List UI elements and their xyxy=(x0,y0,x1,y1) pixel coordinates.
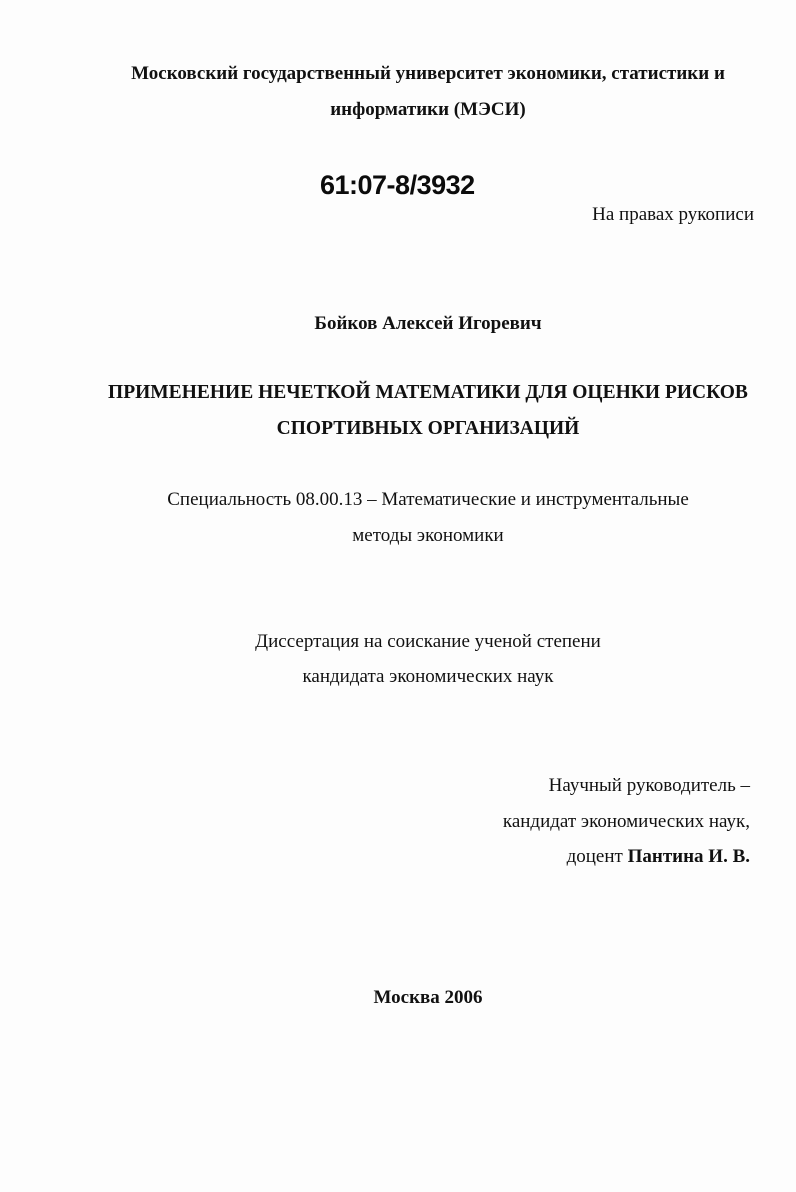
supervisor-title-and-name xyxy=(567,845,750,869)
university-name-line-1: Московский государственный университет экономики, статистики и xyxy=(131,63,725,84)
dissertation-degree-line-2: кандидата экономических наук xyxy=(302,666,554,687)
specialty-line-2: методы экономики xyxy=(352,525,504,546)
author-name: Бойков Алексей Игоревич xyxy=(314,313,542,334)
specialty-line-1: Специальность 08.00.13 – Математические и инструментальные xyxy=(167,489,689,510)
university-name-line-2: информатики (МЭСИ) xyxy=(330,99,526,120)
supervisor-role: Научный руководитель – xyxy=(548,775,750,796)
rights-note: На правах рукописи xyxy=(592,204,754,225)
city-year: Москва 2006 xyxy=(373,987,483,1008)
thesis-title-line-2: СПОРТИВНЫХ ОРГАНИЗАЦИЙ xyxy=(276,418,580,439)
catalog-number-stamp: 61:07-8/3932 xyxy=(320,170,475,200)
supervisor-name: Пантина И. В. xyxy=(627,846,750,867)
supervisor-rank: доцент xyxy=(566,846,628,867)
supervisor-degree: кандидат экономических наук, xyxy=(502,811,750,832)
thesis-title-line-1: ПРИМЕНЕНИЕ НЕЧЕТКОЙ МАТЕМАТИКИ ДЛЯ ОЦЕНКИ РИСКОВ xyxy=(108,382,748,403)
dissertation-degree-line-1: Диссертация на соискание ученой степени xyxy=(255,631,601,652)
